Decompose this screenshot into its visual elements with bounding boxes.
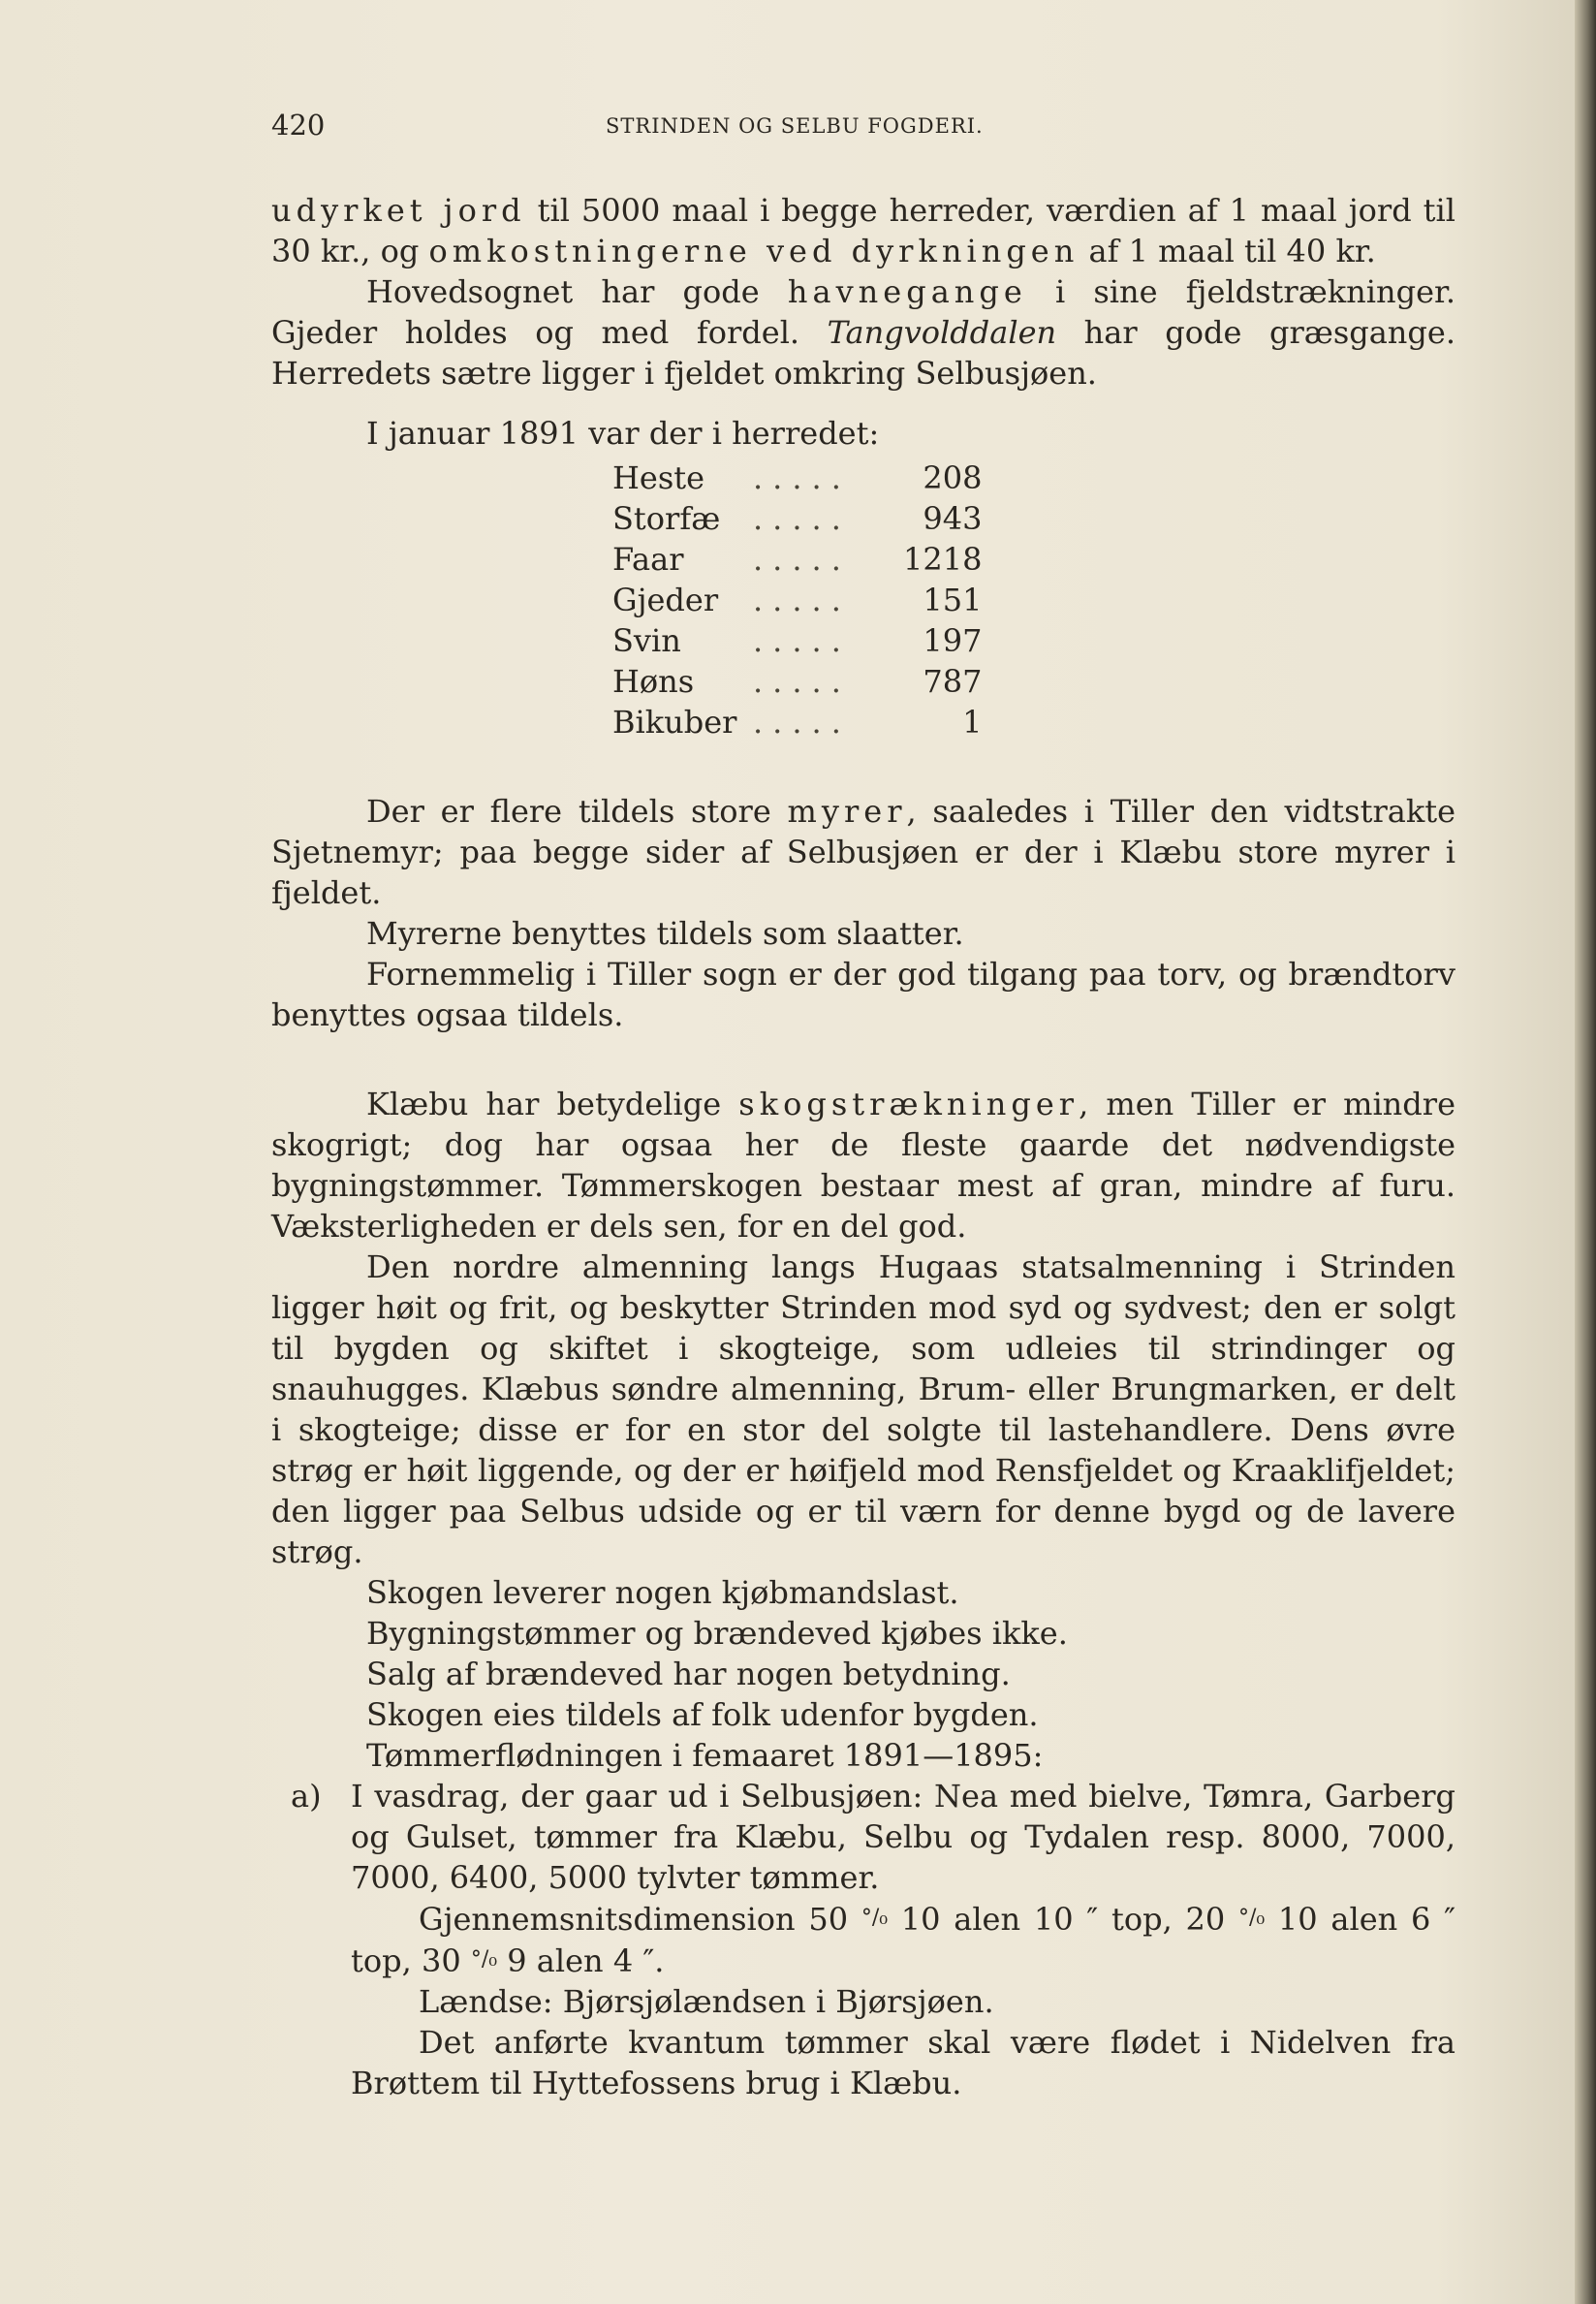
livestock-label: Bikuber — [612, 704, 737, 741]
list-marker: a) — [291, 1778, 322, 1815]
page-number: 420 — [271, 109, 326, 142]
livestock-value: 1 — [962, 704, 983, 741]
paragraph-flodning: Tømmerflødningen i femaaret 1891—1895: — [366, 1737, 1044, 1774]
leader-dots: ..... — [753, 622, 851, 659]
livestock-label: Høns — [612, 663, 695, 700]
livestock-row — [612, 702, 982, 742]
leader-dots: ..... — [753, 582, 851, 618]
paragraph-census-intro: I januar 1891 var der i herredet: — [366, 415, 880, 452]
livestock-value: 787 — [923, 663, 983, 700]
running-head: STRINDEN OG SELBU FOGDERI. — [606, 114, 984, 138]
livestock-row — [612, 661, 982, 702]
livestock-label: Storfæ — [612, 500, 721, 537]
paragraph-kjobmandslast: Skogen leverer nogen kjøbmandslast. — [366, 1574, 959, 1611]
emphasis-udyrket-jord: udyrket jord — [271, 192, 526, 229]
paragraph-braendeved: Salg af brændeved har nogen betydning. — [366, 1656, 1011, 1692]
livestock-row — [612, 620, 982, 661]
body-text — [271, 190, 1455, 2103]
leader-dots: ..... — [753, 459, 851, 496]
paragraph-pasture: Hovedsognet har gode havnegange i sine fjeldstrækninger. Gjeder holdes og med fordel. Tangvolddalen har gode græsgange. Herredets sætre ligger i fjeldet omkring Selbusjøen. — [271, 273, 1456, 392]
livestock-value: 1218 — [903, 541, 983, 578]
emphasis-havnegange: havnegange — [787, 273, 1027, 310]
emphasis-omkostninger: omkostningerne ved dyrkningen — [428, 233, 1080, 269]
livestock-value: 197 — [923, 622, 983, 659]
paragraph-cultivation: udyrket jord til 5000 maal i begge herreder, værdien af 1 maal jord til 30 kr., og omkostningerne ved dyrkningen af 1 maal til 40 kr. — [271, 192, 1456, 269]
livestock-value: 943 — [923, 500, 983, 537]
paragraph-dimension: Gjennemsnitsdimension 50 °/₀ 10 alen 10 ″ top, 20 °/₀ 10 alen 6 ″ top, 30 °/₀ 9 alen 4 ″. — [351, 1901, 1456, 1979]
leader-dots: ..... — [753, 663, 851, 700]
paragraph-laendse: Lændse: Bjørsjølændsen i Bjørsjøen. — [419, 1983, 994, 2020]
livestock-table — [612, 458, 982, 742]
livestock-label: Faar — [612, 541, 684, 578]
paragraph-slaatter: Myrerne benyttes tildels som slaatter. — [366, 915, 964, 952]
paragraph-torv: Fornemmelig i Tiller sogn er der god tilgang paa torv, og brændtorv benyttes ogsaa tildels. — [271, 956, 1455, 1033]
list-item-text: I vasdrag, der gaar ud i Selbusjøen: Nea med bielve, Tømra, Garberg og Gulset, tømmer fra Klæbu, Selbu og Tydalen resp. 8000, 7000, 7000, 6400, 5000 tylvter tømmer. — [351, 1778, 1455, 1896]
paragraph-skog: Klæbu har betydelige skogstrækninger, men Tiller er mindre skogrigt; dog har ogsaa her de fleste gaarde det nødvendigste bygningstømmer. Tømmerskogen bestaar mest af gran, mindre af furu. Væksterligheden er dels sen, for en del god. — [271, 1086, 1455, 1245]
paragraph-myrer: Der er flere tildels store myrer, saaledes i Tiller den vidtstrakte Sjetnemyr; paa begge sider af Selbusjøen er der i Klæbu store myrer i fjeldet. — [271, 793, 1456, 911]
livestock-value: 208 — [923, 459, 983, 496]
livestock-row — [612, 539, 982, 580]
place-tangvolddalen: Tangvolddalen — [827, 314, 1057, 351]
paragraph-almenning: Den nordre almenning langs Hugaas statsalmenning i Strinden ligger høit og frit, og beskytter Strinden mod syd og sydvest; den er solgt til bygden og skiftet i skogteige, som udleies til strindinger og snauhugges. Klæbus søndre almenning, Brum- eller Brungmarken, er delt i skogteige; disse er for en stor del solgte til lastehandlere. Dens øvre strøg er høit liggende, og der er høifjeld mod Rensfjeldet og Kraaklifjeldet; den ligger paa Selbus udside og er til værn for denne bygd og de lavere strøg. — [271, 1248, 1455, 1570]
leader-dots: ..... — [753, 704, 851, 741]
leader-dots: ..... — [753, 500, 851, 537]
livestock-value: 151 — [923, 582, 983, 618]
livestock-label: Heste — [612, 459, 705, 496]
emphasis-myrer: myrer — [787, 793, 907, 830]
emphasis-skogstraekninger: skogstrækninger — [738, 1086, 1080, 1122]
list-item-a — [271, 1776, 1455, 2103]
livestock-label: Gjeder — [612, 582, 719, 618]
leader-dots: ..... — [753, 541, 851, 578]
livestock-row — [612, 458, 982, 498]
page-edge-shadow — [1575, 0, 1596, 2304]
paragraph-eiere: Skogen eies tildels af folk udenfor bygden. — [366, 1696, 1039, 1733]
livestock-label: Svin — [612, 622, 681, 659]
paragraph-bygningstommer: Bygningstømmer og brændeved kjøbes ikke. — [366, 1615, 1068, 1652]
page-header — [271, 109, 1455, 147]
paragraph-nidelven: Det anførte kvantum tømmer skal være flødet i Nidelven fra Brøttem til Hyttefossens brug i Klæbu. — [351, 2024, 1455, 2101]
livestock-row — [612, 498, 982, 539]
livestock-row — [612, 580, 982, 620]
